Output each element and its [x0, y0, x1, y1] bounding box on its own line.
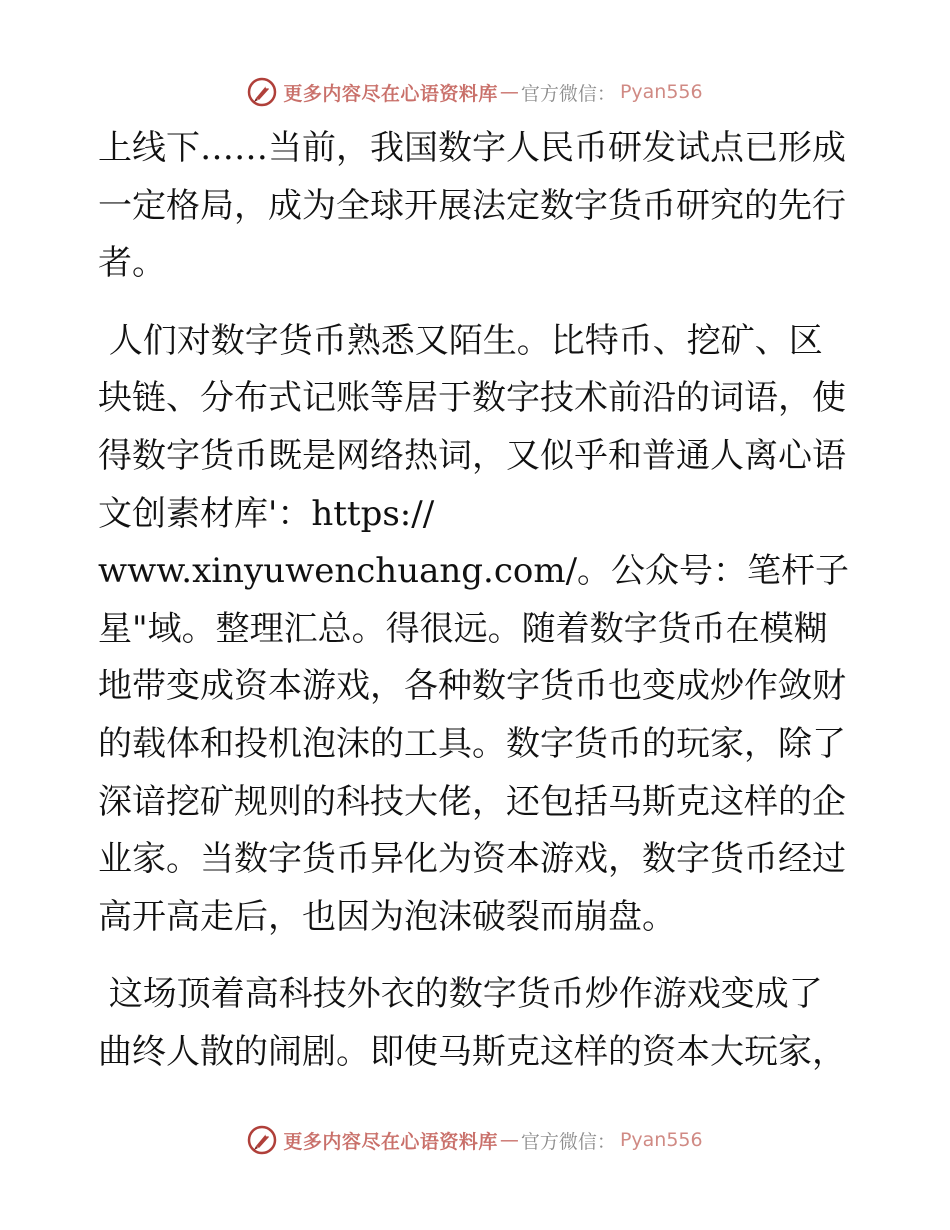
text-line: 星"域。整理汇总。得很远。随着数字货币在模糊: [98, 608, 828, 649]
text-line: 业家。当数字货币异化为资本游戏，数字货币经过: [98, 839, 846, 880]
footer-official-label: 官方微信：: [520, 1130, 616, 1153]
text-line: www.xinyuwenchuang.com/。公众号：笔杆子: [98, 551, 850, 592]
text-line: 块链、分布式记账等居于数字技术前沿的词语，使: [98, 378, 846, 419]
document-body: [98, 120, 858, 1082]
pen-logo-icon: [247, 1125, 277, 1155]
footer-banner: [0, 1120, 950, 1160]
text-line: 一定格局，成为全球开展法定数字货币研究的先行: [98, 185, 846, 226]
text-line: 上线下……当前，我国数字人民币研发试点已形成: [98, 128, 846, 168]
text-line: 的载体和投机泡沫的工具。数字货币的玩家，除了: [98, 723, 846, 764]
text-line: 得数字货币既是网络热词，又似乎和普通人离心语: [98, 435, 846, 476]
text-line: 曲终人散的闹剧。即使马斯克这样的资本大玩家，: [98, 1031, 846, 1072]
header-official-label: 官方微信：: [520, 82, 616, 105]
text-line: 人们对数字货币熟悉又陌生。比特币、挖矿、区: [98, 320, 823, 361]
footer-dash: —: [499, 1129, 519, 1151]
pen-logo-icon: [247, 77, 277, 107]
text-line: 高开高走后，也因为泡沫破裂而崩盘。: [98, 896, 676, 937]
footer-brand-text: 更多内容尽在心语资料库: [283, 1130, 498, 1153]
header-brand-text: 更多内容尽在心语资料库: [283, 82, 498, 105]
text-line: 者。: [98, 243, 166, 284]
text-line: 这场顶着高科技外衣的数字货币炒作游戏变成了: [98, 974, 823, 1015]
text-line: 地带变成资本游戏，各种数字货币也变成炒作敛财: [98, 666, 846, 707]
text-line: 深谙挖矿规则的科技大佬，还包括马斯克这样的企: [98, 781, 846, 822]
footer-wechat-id: Pyan556: [619, 1129, 703, 1151]
header-wechat-id: Pyan556: [619, 81, 703, 103]
text-line: 文创素材库'：https://: [98, 493, 435, 534]
header-dash: —: [499, 81, 519, 103]
header-banner: [0, 72, 950, 112]
